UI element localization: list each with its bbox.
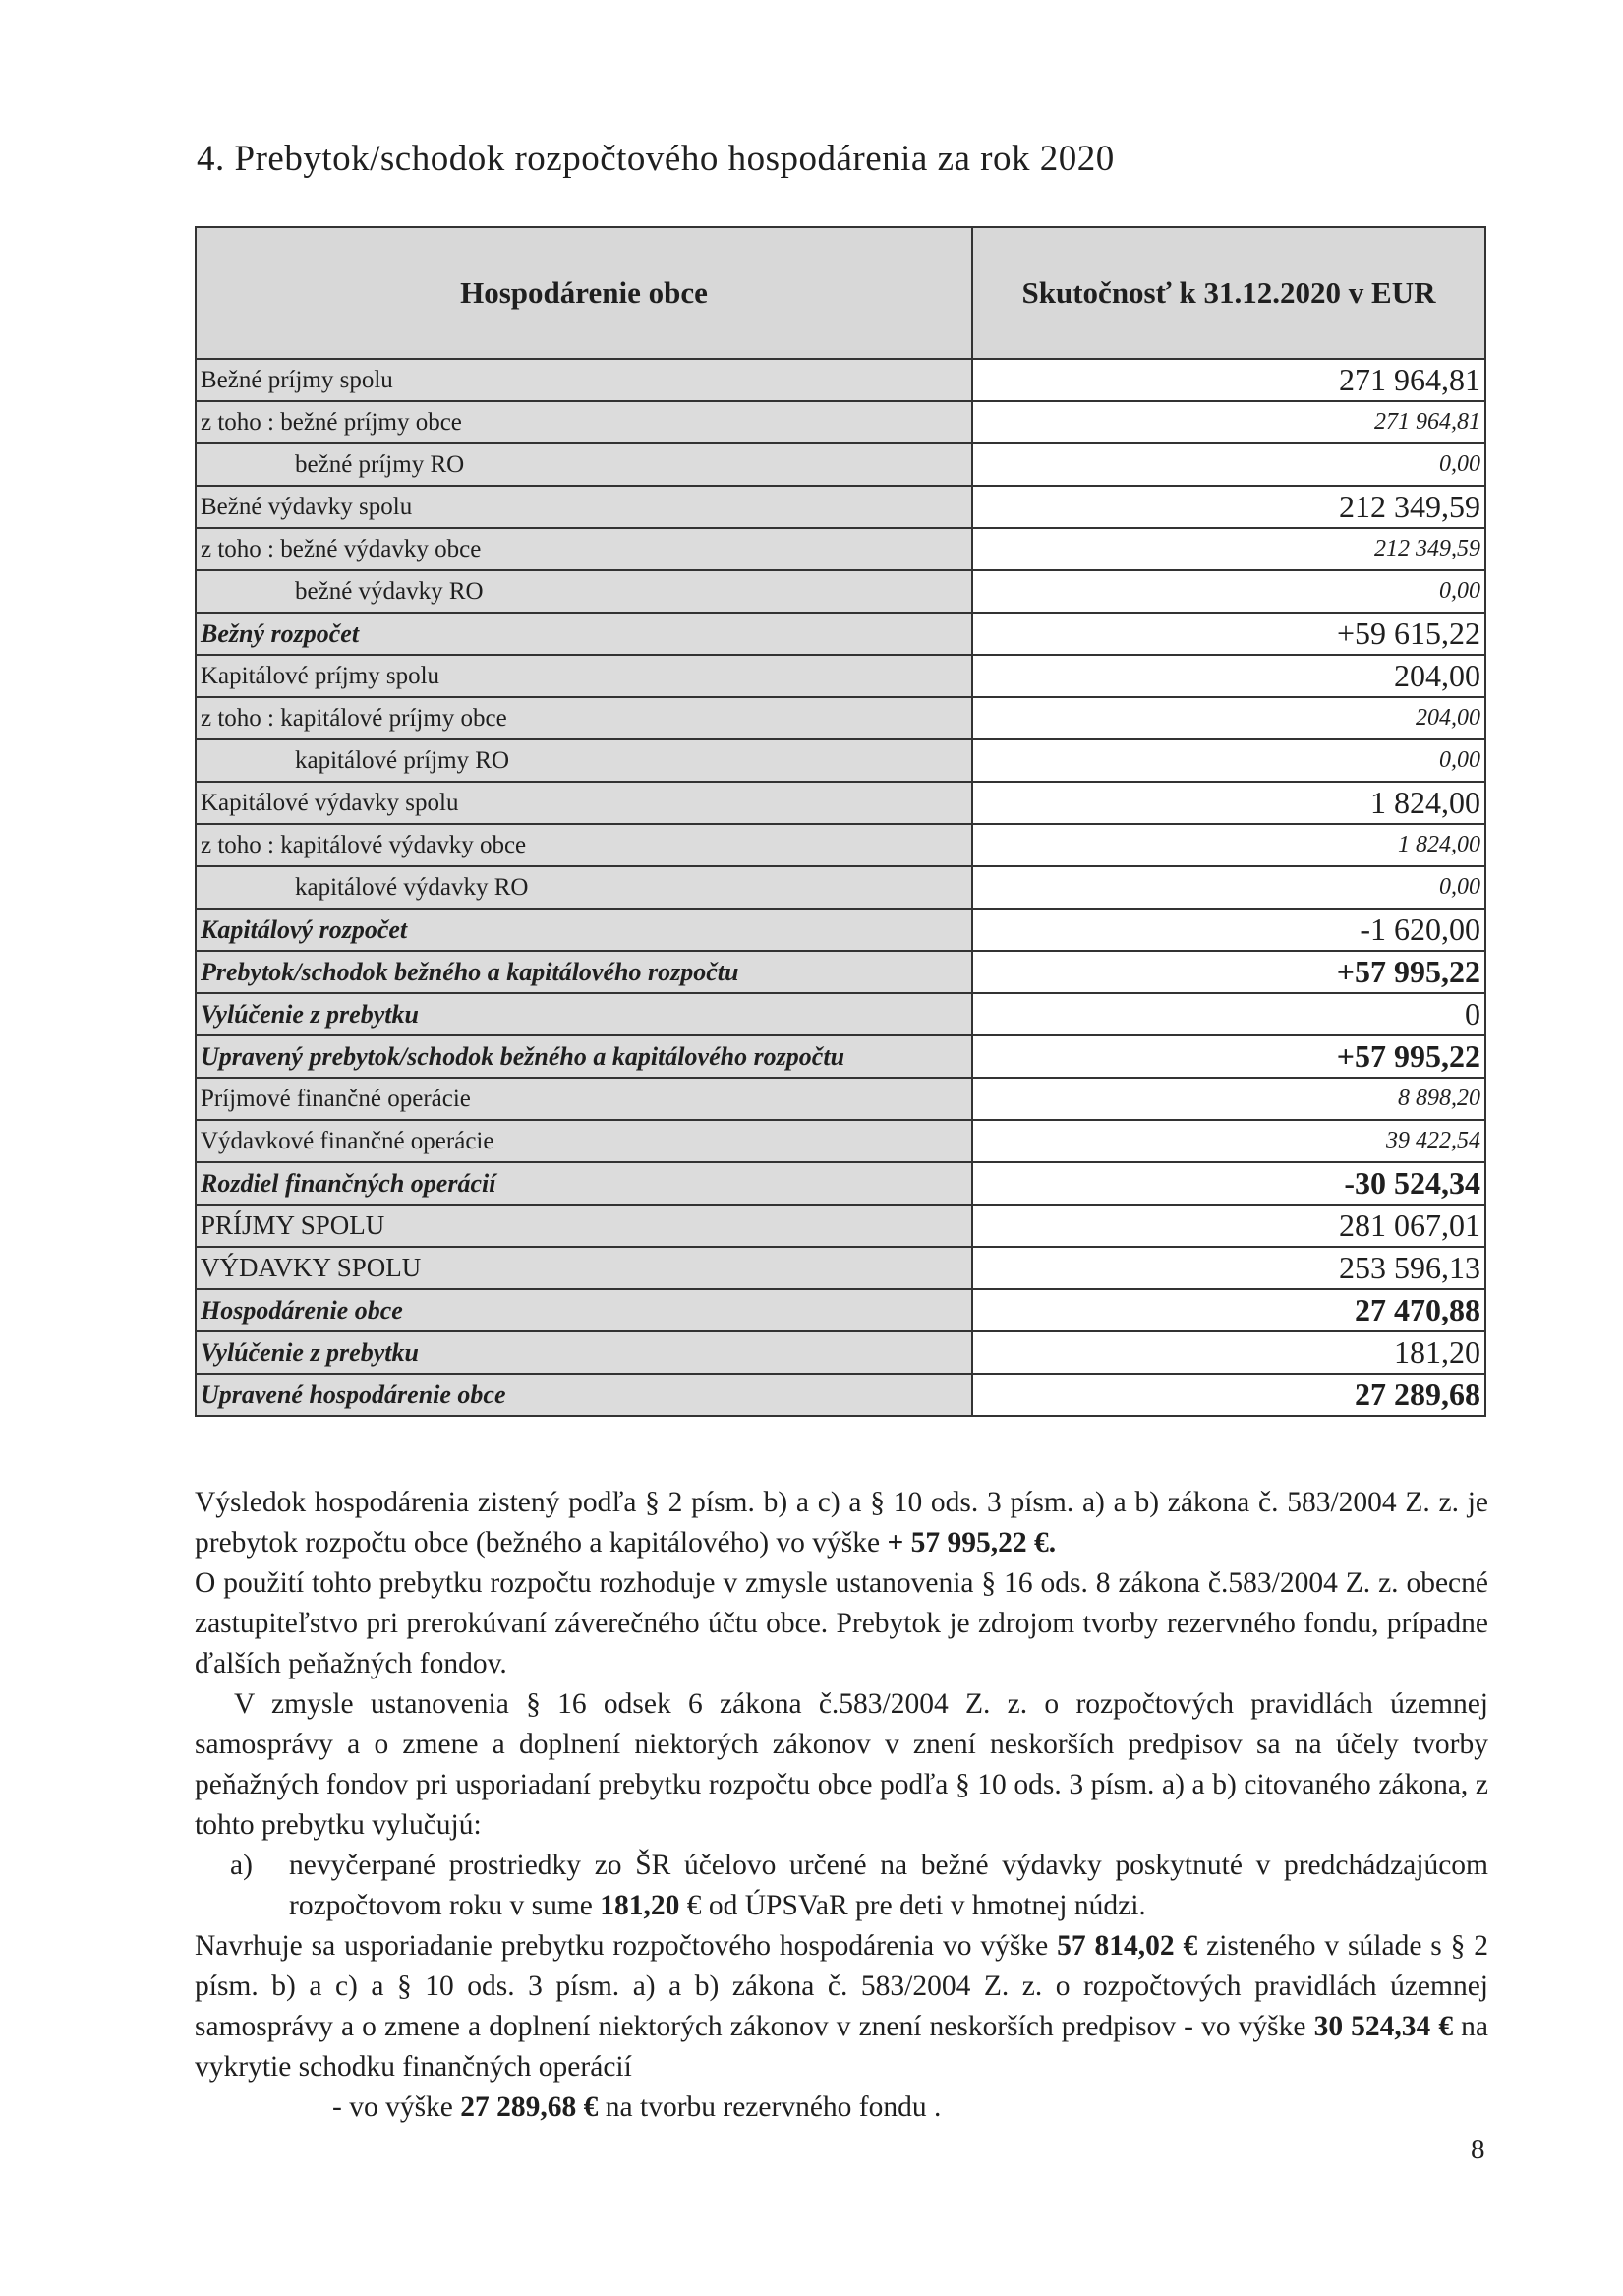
paragraph-reserve <box>195 2088 1488 2128</box>
row-label: Výdavkové finančné operácie <box>196 1120 972 1162</box>
row-label: kapitálové výdavky RO <box>196 866 972 909</box>
table-row <box>196 824 1485 866</box>
row-label: Upravené hospodárenie obce <box>196 1374 972 1416</box>
row-value: 0,00 <box>972 443 1485 486</box>
paragraph-text: Výsledok hospodárenia zistený podľa § 2 písm. b) a c) a § 10 ods. 3 písm. a) a b) zákona č. 583/2004 Z. z. je prebytok rozpočtu obce (bežného a kapitálového) vo výške <box>195 1487 1488 1559</box>
proposal-amount: 57 814,02 € <box>1057 1930 1198 1962</box>
proposal-text-post: zisteného v súlade s § 2 písm. b) a c) a § 10 ods. 3 písm. a) a b) zákona č. 583/2004 Z. z. o rozpočtových pravidlách územnej samosprávy a o zmene a doplnení niektorých zákonov v znení neskorších predpisov - vo výške <box>195 1930 1489 2042</box>
row-value: +57 995,22 <box>972 1035 1485 1078</box>
row-value: 271 964,81 <box>972 359 1485 401</box>
row-label: Hospodárenie obce <box>196 1289 972 1331</box>
paragraph-usage: O použití tohto prebytku rozpočtu rozhoduje v zmysle ustanovenia § 16 ods. 8 zákona č.583/2004 Z. z. obecné zastupiteľstvo pri prerokúvaní záverečného účtu obce. Prebytok je zdrojom tvorby rezervného fondu, prípadne ďalších peňažných fondov. <box>195 1567 1488 1679</box>
page-number: 8 <box>1471 2134 1485 2165</box>
row-value: 39 422,54 <box>972 1120 1485 1162</box>
row-label: z toho : bežné príjmy obce <box>196 401 972 443</box>
row-value: -30 524,34 <box>972 1162 1485 1205</box>
row-label: Bežný rozpočet <box>196 613 972 655</box>
row-label: PRÍJMY SPOLU <box>196 1205 972 1247</box>
table-row <box>196 655 1485 697</box>
proposal-text-post-2: na vykrytie schodku finančných operácií <box>195 2011 1489 2083</box>
row-value: 281 067,01 <box>972 1205 1485 1247</box>
row-value: 0,00 <box>972 739 1485 782</box>
surplus-amount: + 57 995,22 €. <box>887 1527 1057 1559</box>
list-item <box>230 1846 1488 1926</box>
list-item-text <box>289 1846 1488 1926</box>
row-value: 212 349,59 <box>972 528 1485 570</box>
paragraph-result <box>195 1483 1488 1563</box>
table-row <box>196 1035 1485 1078</box>
table-row <box>196 1078 1485 1120</box>
table-row <box>196 1331 1485 1374</box>
row-value: 27 289,68 <box>972 1374 1485 1416</box>
row-value: 0,00 <box>972 866 1485 909</box>
row-value: 0,00 <box>972 570 1485 613</box>
table-row <box>196 1162 1485 1205</box>
row-value: -1 620,00 <box>972 909 1485 951</box>
reserve-amount: 27 289,68 € <box>460 2091 599 2123</box>
row-label: kapitálové príjmy RO <box>196 739 972 782</box>
row-label: Kapitálový rozpočet <box>196 909 972 951</box>
row-label: VÝDAVKY SPOLU <box>196 1247 972 1289</box>
row-label: z toho : kapitálové príjmy obce <box>196 697 972 739</box>
reserve-text-post: na tvorbu rezervného fondu . <box>605 2091 942 2123</box>
table-row <box>196 866 1485 909</box>
table-row <box>196 739 1485 782</box>
row-value: 271 964,81 <box>972 401 1485 443</box>
row-value: 204,00 <box>972 655 1485 697</box>
row-value: 212 349,59 <box>972 486 1485 528</box>
table-row <box>196 951 1485 993</box>
row-label: Upravený prebytok/schodok bežného a kapitálového rozpočtu <box>196 1035 972 1078</box>
paragraph-proposal <box>195 1926 1488 2088</box>
table-row <box>196 1120 1485 1162</box>
row-value: 0 <box>972 993 1485 1035</box>
table-row <box>196 570 1485 613</box>
table-header-row <box>196 227 1485 359</box>
row-label: Kapitálové príjmy spolu <box>196 655 972 697</box>
row-label: Rozdiel finančných operácií <box>196 1162 972 1205</box>
row-label: Bežné príjmy spolu <box>196 359 972 401</box>
table-row <box>196 782 1485 824</box>
row-label: Vylúčenie z prebytku <box>196 993 972 1035</box>
budget-table <box>195 226 1486 1417</box>
table-row <box>196 486 1485 528</box>
row-label: z toho : kapitálové výdavky obce <box>196 824 972 866</box>
row-label: Vylúčenie z prebytku <box>196 1331 972 1374</box>
table-row <box>196 359 1485 401</box>
row-value: 1 824,00 <box>972 782 1485 824</box>
body-text <box>195 1483 1488 2128</box>
table-row <box>196 993 1485 1035</box>
row-value: 181,20 <box>972 1331 1485 1374</box>
table-row <box>196 528 1485 570</box>
item-text-post: € od ÚPSVaR pre deti v hmotnej núdzi. <box>686 1890 1146 1921</box>
row-label: Kapitálové výdavky spolu <box>196 782 972 824</box>
table-row <box>196 909 1485 951</box>
item-text-pre: nevyčerpané prostriedky zo ŠR účelovo určené na bežné výdavky poskytnuté v predchádzajúcom rozpočtovom roku v sume <box>289 1850 1488 1921</box>
row-value: 27 470,88 <box>972 1289 1485 1331</box>
proposal-text-pre: Navrhuje sa usporiadanie prebytku rozpočtového hospodárenia vo výške <box>195 1930 1049 1962</box>
table-row <box>196 1205 1485 1247</box>
table-row <box>196 697 1485 739</box>
row-value: 253 596,13 <box>972 1247 1485 1289</box>
table-row <box>196 613 1485 655</box>
row-value: +59 615,22 <box>972 613 1485 655</box>
column-header-label: Hospodárenie obce <box>196 227 972 359</box>
proposal-amount-2: 30 524,34 € <box>1313 2011 1454 2042</box>
row-label: bežné výdavky RO <box>196 570 972 613</box>
table-row <box>196 1289 1485 1331</box>
row-value: 1 824,00 <box>972 824 1485 866</box>
row-value: 204,00 <box>972 697 1485 739</box>
row-label: Prebytok/schodok bežného a kapitálového rozpočtu <box>196 951 972 993</box>
table-row <box>196 401 1485 443</box>
row-value: 8 898,20 <box>972 1078 1485 1120</box>
table-row <box>196 1247 1485 1289</box>
column-header-value: Skutočnosť k 31.12.2020 v EUR <box>972 227 1485 359</box>
row-label: z toho : bežné výdavky obce <box>196 528 972 570</box>
table-row <box>196 1374 1485 1416</box>
row-label: Bežné výdavky spolu <box>196 486 972 528</box>
table-row <box>196 443 1485 486</box>
row-label: bežné príjmy RO <box>196 443 972 486</box>
paragraph-exclusion: V zmysle ustanovenia § 16 odsek 6 zákona č.583/2004 Z. z. o rozpočtových pravidlách územnej samosprávy a o zmene a doplnení niektorých zákonov v znení neskorších predpisov sa na účely tvorby peňažných fondov pri usporiadaní prebytku rozpočtu obce podľa § 10 ods. 3 písm. a) a b) citovaného zákona, z tohto prebytku vylučujú: <box>195 1688 1488 1841</box>
item-amount: 181,20 <box>600 1890 680 1921</box>
reserve-text-pre: - vo výške <box>332 2091 453 2123</box>
section-heading: 4. Prebytok/schodok rozpočtového hospodárenia za rok 2020 <box>197 139 1115 179</box>
list-marker: a) <box>230 1850 253 1881</box>
row-label: Príjmové finančné operácie <box>196 1078 972 1120</box>
row-value: +57 995,22 <box>972 951 1485 993</box>
